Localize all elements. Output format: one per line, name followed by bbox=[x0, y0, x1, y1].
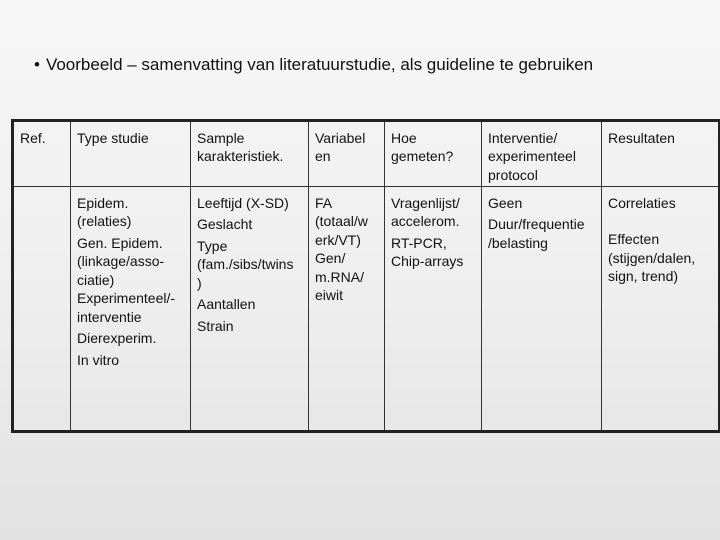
table-row bbox=[13, 187, 720, 432]
variabelen-line: m.RNA/ bbox=[315, 268, 364, 285]
variabelen-line: (totaal/w bbox=[315, 213, 368, 230]
type-studie-line: Gen. Epidem. bbox=[77, 234, 163, 251]
header-cell-type-studie: Type studie bbox=[71, 121, 191, 187]
cell-ref bbox=[13, 187, 71, 432]
resultaten-line: (stijgen/dalen, bbox=[608, 249, 696, 266]
variabelen-line: erk/VT) bbox=[315, 231, 361, 248]
type-studie-line: (relaties) bbox=[77, 213, 132, 230]
resultaten-line: sign, trend) bbox=[608, 268, 679, 285]
sample-line: Leeftijd (X-SD) bbox=[197, 195, 289, 211]
bullet-icon: • bbox=[34, 55, 40, 74]
cell-type-studie bbox=[71, 187, 191, 432]
variabelen-line: eiwit bbox=[315, 287, 344, 304]
header-row bbox=[13, 121, 720, 187]
cell-variabelen bbox=[309, 187, 385, 432]
slide-title-text: Voorbeeld – samenvatting van literatuurstudie, als guideline te gebruiken bbox=[45, 55, 594, 74]
hoe-gemeten-line: accelerom. bbox=[391, 213, 460, 230]
interventie-line: /belasting bbox=[488, 234, 548, 251]
type-studie-line: ciatie) bbox=[77, 271, 115, 288]
cell-interventie bbox=[482, 187, 602, 432]
variabelen-line: Gen/ bbox=[315, 250, 346, 267]
hoe-gemeten-line: RT-PCR, bbox=[391, 234, 447, 251]
type-studie-line: interventie bbox=[77, 308, 142, 325]
sample-line: Geslacht bbox=[197, 216, 253, 233]
header-cell-resultaten: Resultaten bbox=[602, 121, 720, 187]
resultaten-line: Correlaties bbox=[608, 195, 676, 211]
cell-hoe-gemeten bbox=[385, 187, 482, 432]
header-cell-hoe-gemeten: Hoe gemeten? bbox=[385, 121, 482, 187]
sample-line: Type bbox=[197, 237, 228, 254]
sample-line: ) bbox=[197, 274, 202, 291]
hoe-gemeten-line: Chip-arrays bbox=[391, 253, 464, 270]
header-cell-sample: Sample karakteristiek. bbox=[191, 121, 309, 187]
hoe-gemeten-line: Vragenlijst/ bbox=[391, 195, 460, 211]
cell-sample bbox=[191, 187, 309, 432]
type-studie-line: Epidem. bbox=[77, 195, 129, 211]
type-studie-line: Experimenteel/- bbox=[77, 290, 176, 307]
sample-line: Strain bbox=[197, 317, 234, 334]
resultaten-line: Effecten bbox=[608, 231, 660, 248]
header-cell-variabelen: Variabel en bbox=[309, 121, 385, 187]
literature-summary-table bbox=[11, 119, 720, 433]
header-cell-interventie: Interventie/ experimenteel protocol bbox=[482, 121, 602, 187]
type-studie-line: Dierexperim. bbox=[77, 330, 157, 347]
header-cell-ref: Ref. bbox=[13, 121, 71, 187]
cell-resultaten bbox=[602, 187, 720, 432]
interventie-line: Duur/frequentie bbox=[488, 216, 585, 233]
interventie-line: Geen bbox=[488, 195, 523, 211]
type-studie-line: (linkage/asso- bbox=[77, 253, 165, 270]
variabelen-line: FA bbox=[315, 195, 333, 211]
sample-line: (fam./sibs/twins bbox=[197, 256, 294, 273]
type-studie-line: In vitro bbox=[77, 351, 120, 368]
sample-line: Aantallen bbox=[197, 296, 256, 313]
slide-title bbox=[34, 55, 593, 75]
